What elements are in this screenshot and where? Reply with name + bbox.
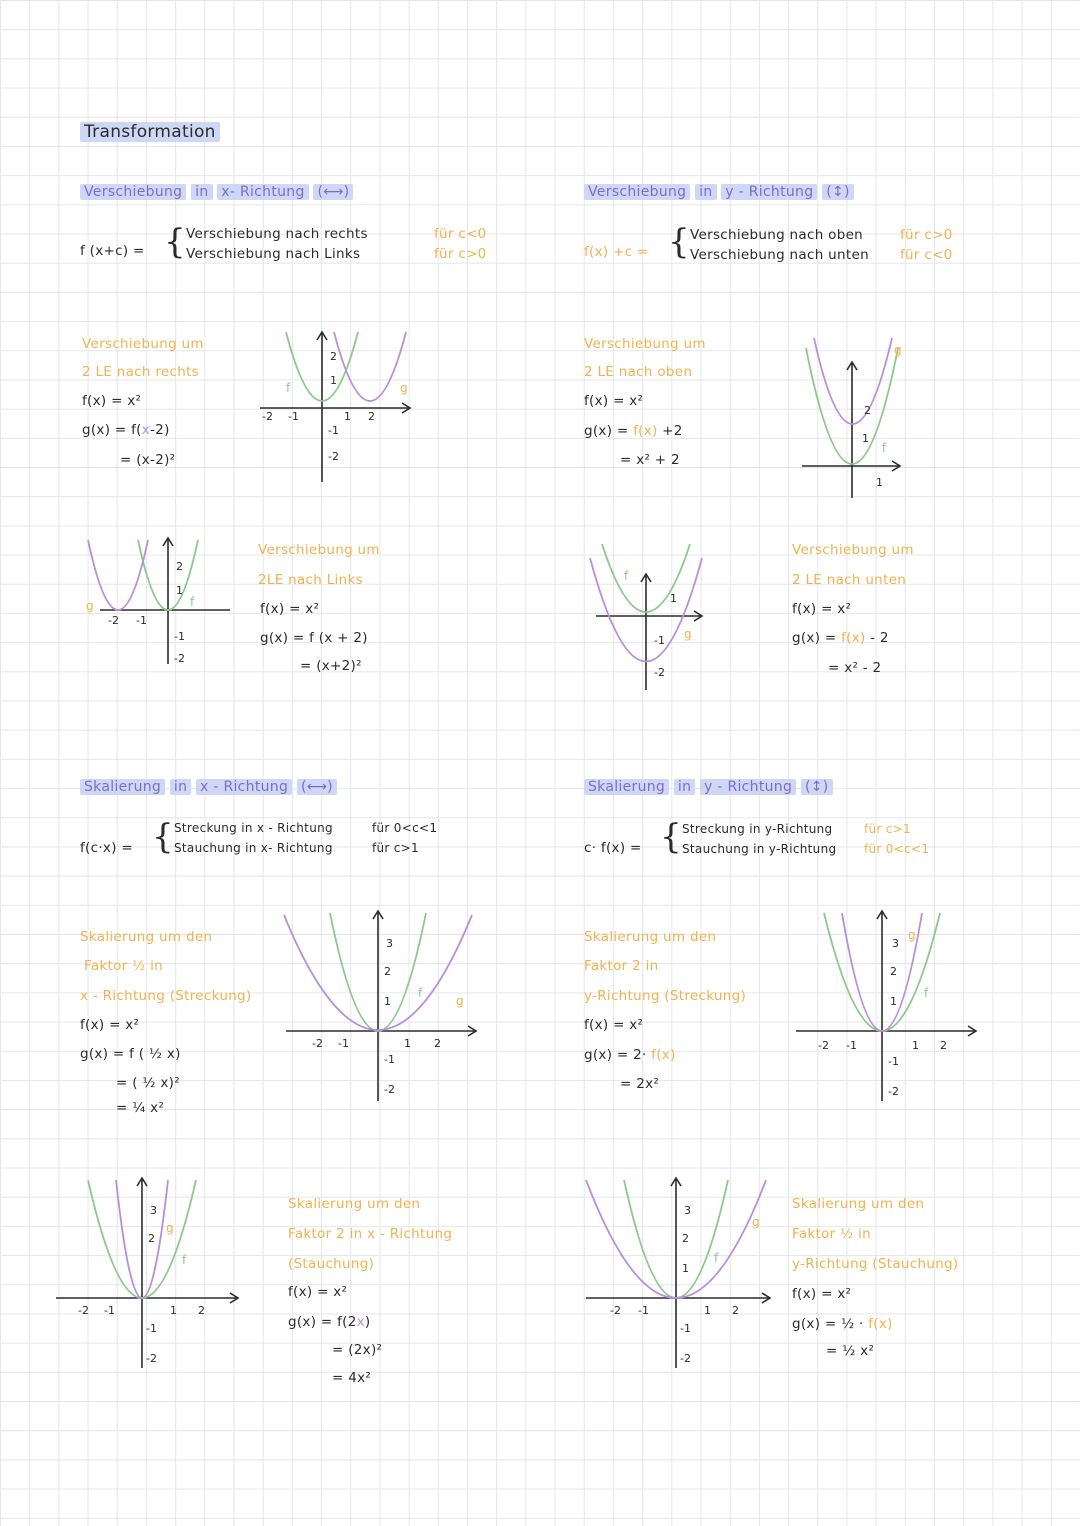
sec4-ex2-line4: f(x) = x² bbox=[792, 1286, 852, 1302]
graph-compress-x-tick-x2: 2 bbox=[198, 1304, 205, 1317]
graph-shift-left-tick-ym1: -1 bbox=[174, 630, 185, 643]
graph-shift-right-tick-x2: 2 bbox=[368, 410, 375, 423]
sec3-heading-word3: x - Richtung bbox=[196, 779, 292, 795]
graph-shift-left-label-f: f bbox=[190, 595, 195, 609]
sec4-case1-cond: für c>1 bbox=[864, 822, 911, 836]
sec2-ex2-line3: f(x) = x² bbox=[792, 601, 852, 617]
graph-compress-x bbox=[50, 1172, 245, 1372]
graph-stretch-x-tick-y1: 1 bbox=[384, 995, 391, 1008]
sec2-heading bbox=[584, 184, 854, 200]
graph-compress-y-tick-xm1: -1 bbox=[638, 1304, 649, 1317]
graph-stretch-x-label-f: f bbox=[418, 986, 423, 1000]
graph-shift-down-tick-ym1: -1 bbox=[654, 634, 665, 647]
sec1-heading-word1: Verschiebung bbox=[80, 184, 186, 200]
sec1-heading-word3: x- Richtung bbox=[217, 184, 308, 200]
graph-compress-x-tick-xm1: -1 bbox=[104, 1304, 115, 1317]
sec2-ex1-line3: f(x) = x² bbox=[584, 393, 644, 409]
sec2-heading-word4: (↕) bbox=[822, 184, 854, 200]
graph-shift-down bbox=[584, 530, 744, 690]
graph-stretch-y-tick-y1: 1 bbox=[890, 995, 897, 1008]
sec1-brace: { bbox=[164, 222, 186, 262]
graph-stretch-y-tick-xm2: -2 bbox=[818, 1039, 829, 1052]
sec3-ex1-line4: f(x) = x² bbox=[80, 1017, 140, 1033]
sec2-ex2-line4a: g(x) = bbox=[792, 630, 842, 646]
sec2-case2: Verschiebung nach unten bbox=[690, 247, 869, 263]
sec4-ex1-line3: y-Richtung (Streckung) bbox=[584, 988, 747, 1004]
graph-stretch-y-tick-x2: 2 bbox=[940, 1039, 947, 1052]
sec2-ex2-line2: 2 LE nach unten bbox=[792, 572, 907, 588]
sec1-ex1-line4a: g(x) = f( bbox=[82, 422, 142, 438]
graph-shift-up-label-g: g bbox=[894, 343, 902, 357]
sec3-ex1-line3: x - Richtung (Streckung) bbox=[80, 988, 252, 1004]
graph-shift-up-curve-g bbox=[814, 338, 892, 424]
graph-shift-right-tick-ym1: -1 bbox=[328, 424, 339, 437]
sec1-heading bbox=[80, 184, 353, 200]
graph-compress-y-label-f: f bbox=[714, 1251, 719, 1265]
sec2-case1-cond: für c>0 bbox=[900, 227, 953, 243]
graph-stretch-y-tick-y2: 2 bbox=[890, 965, 897, 978]
sec4-ex2-line5b: f(x) bbox=[868, 1316, 893, 1332]
sec3-ex2-line6: = (2x)² bbox=[332, 1342, 383, 1358]
sec3-ex2-line7: = 4x² bbox=[332, 1370, 372, 1386]
graph-compress-y-tick-y2: 2 bbox=[682, 1232, 689, 1245]
sec2-ex2-line1: Verschiebung um bbox=[792, 542, 914, 558]
sec4-brace: { bbox=[660, 817, 682, 857]
graph-shift-down-tick-ym2: -2 bbox=[654, 666, 665, 679]
graph-shift-right bbox=[250, 320, 430, 490]
graph-compress-y-tick-x2: 2 bbox=[732, 1304, 739, 1317]
sec3-ex1-line7: = ¼ x² bbox=[116, 1100, 165, 1116]
graph-stretch-x bbox=[280, 905, 480, 1105]
graph-compress-x-tick-y2: 2 bbox=[148, 1232, 155, 1245]
sec1-heading-word2: in bbox=[191, 184, 212, 200]
graph-stretch-x-tick-xm2: -2 bbox=[312, 1037, 323, 1050]
graph-stretch-x-tick-y2: 2 bbox=[384, 965, 391, 978]
sec4-ex2-line5 bbox=[792, 1316, 893, 1332]
graph-shift-right-tick-xm1: -1 bbox=[288, 410, 299, 423]
graph-stretch-y-label-f: f bbox=[924, 986, 929, 1000]
sec4-heading bbox=[584, 779, 833, 795]
sec4-ex1-line4: f(x) = x² bbox=[584, 1017, 644, 1033]
sec4-heading-word4: (↕) bbox=[801, 779, 833, 795]
sec3-ex2-line4: f(x) = x² bbox=[288, 1284, 348, 1300]
graph-compress-y-tick-ym2: -2 bbox=[680, 1352, 691, 1365]
page-title-text: Transformation bbox=[80, 122, 220, 142]
sec1-ex1-line4 bbox=[82, 422, 170, 438]
sec3-heading bbox=[80, 779, 337, 795]
sec4-ex2-line3: y-Richtung (Stauchung) bbox=[792, 1256, 959, 1272]
graph-stretch-y-label-g: g bbox=[908, 928, 916, 942]
graph-shift-down-label-g: g bbox=[684, 627, 692, 641]
graph-shift-up bbox=[780, 320, 960, 500]
sec3-ex2-line5 bbox=[288, 1314, 370, 1330]
sec3-case1-cond: für 0<c<1 bbox=[372, 821, 438, 835]
sec1-ex2-line2: 2LE nach Links bbox=[258, 572, 363, 588]
graph-stretch-y-tick-ym2: -2 bbox=[888, 1085, 899, 1098]
sec4-heading-word2: in bbox=[674, 779, 695, 795]
sec3-ex1-line6: = ( ½ x)² bbox=[116, 1075, 180, 1091]
sec2-ex1-line5: = x² + 2 bbox=[620, 452, 680, 468]
sec2-brace: { bbox=[668, 222, 690, 262]
sec1-case2-cond: für c>0 bbox=[434, 246, 487, 262]
sec4-heading-word1: Skalierung bbox=[584, 779, 669, 795]
graph-compress-x-tick-xm2: -2 bbox=[78, 1304, 89, 1317]
sec4-lhs: c· f(x) = bbox=[584, 840, 642, 856]
graph-shift-left-tick-ym2: -2 bbox=[174, 652, 185, 665]
graph-compress-y bbox=[580, 1172, 780, 1372]
sec2-ex1-line2: 2 LE nach oben bbox=[584, 364, 693, 380]
graph-shift-right-tick-x1: 1 bbox=[344, 410, 351, 423]
sec3-case1: Streckung in x - Richtung bbox=[174, 821, 333, 835]
sec1-ex1-line1: Verschiebung um bbox=[82, 336, 204, 352]
graph-shift-up-label-f: f bbox=[882, 441, 887, 455]
sec1-ex2-line5: = (x+2)² bbox=[300, 658, 362, 674]
graph-shift-down-tick-x1: 1 bbox=[670, 592, 677, 605]
graph-stretch-x-tick-x2: 2 bbox=[434, 1037, 441, 1050]
graph-shift-right-curve-g bbox=[334, 332, 406, 401]
sec3-case2-cond: für c>1 bbox=[372, 841, 419, 855]
graph-stretch-y-tick-x1: 1 bbox=[912, 1039, 919, 1052]
sec1-heading-word4: (⟷) bbox=[313, 184, 353, 200]
sec2-heading-word2: in bbox=[695, 184, 716, 200]
sec2-ex2-line5: = x² - 2 bbox=[828, 660, 882, 676]
sec1-ex1-line5: = (x-2)² bbox=[120, 452, 176, 468]
sec1-ex1-line4c: -2) bbox=[150, 422, 170, 438]
sec1-case1-cond: für c<0 bbox=[434, 226, 487, 242]
graph-shift-up-tick-y2: 2 bbox=[864, 404, 871, 417]
graph-stretch-x-label-g: g bbox=[456, 994, 464, 1008]
sec3-heading-word1: Skalierung bbox=[80, 779, 165, 795]
sec4-ex1-line6: = 2x² bbox=[620, 1076, 660, 1092]
graph-shift-left-tick-xm2: -2 bbox=[108, 614, 119, 627]
sec1-ex1-line4b: x bbox=[141, 422, 151, 438]
graph-shift-right-tick-xm2: -2 bbox=[262, 410, 273, 423]
sec3-heading-word4: (⟷) bbox=[297, 779, 337, 795]
sec1-case2: Verschiebung nach Links bbox=[186, 246, 361, 262]
sec3-heading-word2: in bbox=[170, 779, 191, 795]
sec3-ex2-line1: Skalierung um den bbox=[288, 1196, 421, 1212]
sec2-case2-cond: für c<0 bbox=[900, 247, 953, 263]
sec4-heading-word3: y - Richtung bbox=[700, 779, 796, 795]
graph-compress-x-tick-x1: 1 bbox=[170, 1304, 177, 1317]
sec3-ex2-line2: Faktor 2 in x - Richtung bbox=[288, 1226, 453, 1242]
graph-compress-y-label-g: g bbox=[752, 1215, 760, 1229]
graph-shift-left-tick-xm1: -1 bbox=[136, 614, 147, 627]
sec2-ex2-line4c: - 2 bbox=[865, 630, 889, 646]
graph-stretch-x-tick-xm1: -1 bbox=[338, 1037, 349, 1050]
graph-shift-right-tick-y2: 2 bbox=[330, 350, 337, 363]
sec2-ex1-line1: Verschiebung um bbox=[584, 336, 706, 352]
sec4-ex1-line5a: g(x) = 2· bbox=[584, 1047, 652, 1063]
sec4-ex2-line5a: g(x) = ½ · bbox=[792, 1316, 869, 1332]
sec2-ex1-line4c: +2 bbox=[657, 423, 683, 439]
graph-compress-x-tick-ym2: -2 bbox=[146, 1352, 157, 1365]
sec4-case2-cond: für 0<c<1 bbox=[864, 842, 930, 856]
sec3-ex2-line5b: x bbox=[356, 1314, 365, 1330]
graph-compress-y-tick-y3: 3 bbox=[684, 1204, 691, 1217]
sec2-ex1-line4a: g(x) = bbox=[584, 423, 634, 439]
sec4-case2: Stauchung in y-Richtung bbox=[682, 842, 837, 856]
sec1-ex1-line3: f(x) = x² bbox=[82, 393, 142, 409]
graph-compress-x-label-f: f bbox=[182, 1253, 187, 1267]
graph-stretch-y-tick-xm1: -1 bbox=[846, 1039, 857, 1052]
sec4-ex2-line2: Faktor ½ in bbox=[792, 1226, 871, 1242]
sec1-ex2-line3: f(x) = x² bbox=[260, 601, 320, 617]
sec4-case1: Streckung in y-Richtung bbox=[682, 822, 833, 836]
sec3-case2: Stauchung in x- Richtung bbox=[174, 841, 333, 855]
sec3-ex2-line3: (Stauchung) bbox=[288, 1256, 375, 1272]
sec2-heading-word3: y - Richtung bbox=[721, 184, 817, 200]
graph-shift-left-label-g: g bbox=[86, 599, 94, 613]
sec3-lhs: f(c·x) = bbox=[80, 840, 133, 856]
graph-compress-y-tick-xm2: -2 bbox=[610, 1304, 621, 1317]
sec2-heading-word1: Verschiebung bbox=[584, 184, 690, 200]
sec4-ex1-line1: Skalierung um den bbox=[584, 929, 717, 945]
sec3-ex1-line2: Faktor ½ in bbox=[84, 958, 163, 974]
sec2-ex1-line4 bbox=[584, 423, 683, 439]
sec1-ex2-line4: g(x) = f (x + 2) bbox=[260, 630, 368, 646]
graph-stretch-x-tick-ym2: -2 bbox=[384, 1083, 395, 1096]
graph-compress-x-tick-y3: 3 bbox=[150, 1204, 157, 1217]
graph-shift-left-curve-g bbox=[88, 540, 148, 610]
graph-compress-x-label-g: g bbox=[166, 1221, 174, 1235]
page-title bbox=[80, 122, 220, 142]
graph-shift-down-label-f: f bbox=[624, 569, 629, 583]
sec4-ex2-line1: Skalierung um den bbox=[792, 1196, 925, 1212]
sec2-ex1-line4b: f(x) bbox=[633, 423, 658, 439]
sec1-case1: Verschiebung nach rechts bbox=[186, 226, 368, 242]
sec3-ex2-line5a: g(x) = f(2 bbox=[288, 1314, 357, 1330]
sec1-ex1-line2: 2 LE nach rechts bbox=[82, 364, 199, 380]
graph-shift-up-tick-x1: 1 bbox=[876, 476, 883, 489]
graph-shift-up-tick-y1: 1 bbox=[862, 432, 869, 445]
graph-stretch-x-tick-ym1: -1 bbox=[384, 1053, 395, 1066]
sec2-ex2-line4b: f(x) bbox=[841, 630, 866, 646]
graph-stretch-y-tick-ym1: -1 bbox=[888, 1055, 899, 1068]
graph-shift-right-tick-ym2: -2 bbox=[328, 450, 339, 463]
sec4-ex1-line5b: f(x) bbox=[651, 1047, 676, 1063]
graph-shift-right-tick-y1: 1 bbox=[330, 374, 337, 387]
graph-shift-left-tick-y2: 2 bbox=[176, 560, 183, 573]
sec3-ex2-line5c: ) bbox=[364, 1314, 371, 1330]
graph-compress-x-tick-ym1: -1 bbox=[146, 1322, 157, 1335]
sec3-ex1-line5: g(x) = f ( ½ x) bbox=[80, 1046, 181, 1062]
sec2-lhs-text: f(x) +c = bbox=[584, 244, 649, 260]
sec2-lhs bbox=[584, 244, 649, 260]
graph-stretch-y bbox=[790, 905, 985, 1105]
graph-stretch-y-tick-y3: 3 bbox=[892, 937, 899, 950]
graph-compress-y-tick-ym1: -1 bbox=[680, 1322, 691, 1335]
graph-stretch-x-tick-y3: 3 bbox=[386, 937, 393, 950]
sec1-lhs: f (x+c) = bbox=[80, 243, 145, 259]
graph-shift-left-tick-y1: 1 bbox=[176, 584, 183, 597]
sec3-brace: { bbox=[152, 817, 174, 857]
graph-compress-y-tick-x1: 1 bbox=[704, 1304, 711, 1317]
sec1-ex2-line1: Verschiebung um bbox=[258, 542, 380, 558]
graph-shift-right-label-f: f bbox=[286, 381, 291, 395]
graph-shift-right-label-g: g bbox=[400, 381, 408, 395]
graph-compress-y-tick-y1: 1 bbox=[682, 1262, 689, 1275]
sec4-ex1-line5 bbox=[584, 1047, 676, 1063]
graph-shift-left bbox=[80, 530, 230, 670]
sec2-ex2-line4 bbox=[792, 630, 889, 646]
sec2-case1: Verschiebung nach oben bbox=[690, 227, 864, 243]
sec4-ex2-line6: = ½ x² bbox=[826, 1343, 875, 1359]
sec4-ex1-line2: Faktor 2 in bbox=[584, 958, 659, 974]
sec3-ex1-line1: Skalierung um den bbox=[80, 929, 213, 945]
graph-stretch-x-tick-x1: 1 bbox=[404, 1037, 411, 1050]
